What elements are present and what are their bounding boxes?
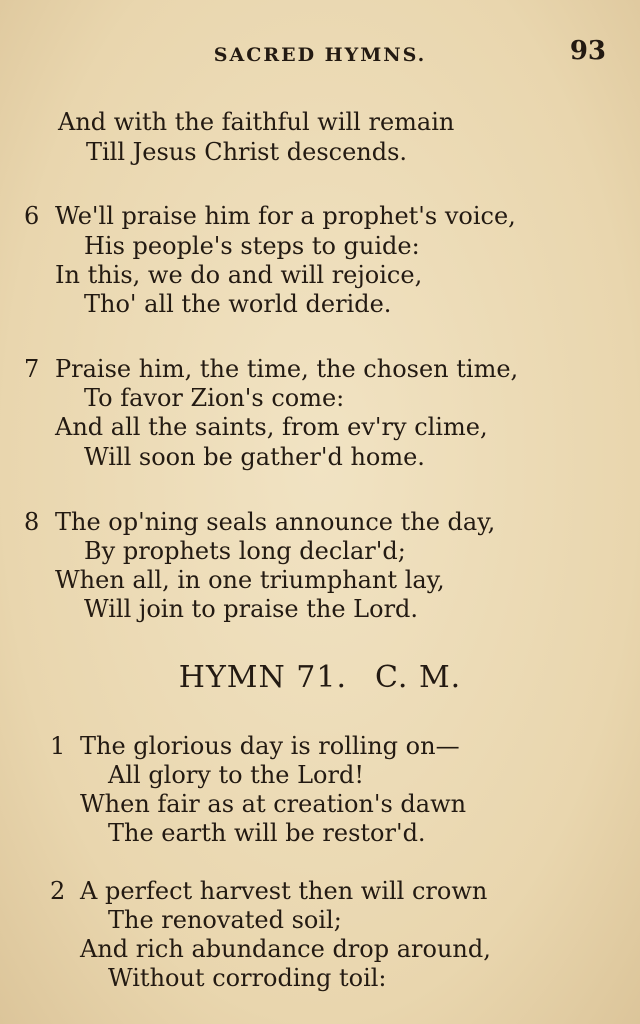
verse-line: The renovated soil; bbox=[108, 906, 342, 934]
verse-line: The earth will be restor'd. bbox=[108, 819, 426, 847]
verse-line: And rich abundance drop around, bbox=[80, 935, 491, 963]
verse-line: By prophets long declar'd; bbox=[84, 537, 406, 565]
verse-line: When all, in one triumphant lay, bbox=[55, 566, 445, 594]
verse-line: All glory to the Lord! bbox=[108, 761, 364, 789]
verse-line: When fair as at creation's dawn bbox=[80, 790, 467, 818]
verse-line: Will soon be gather'd home. bbox=[84, 443, 425, 471]
verse-line: A perfect harvest then will crown bbox=[80, 877, 488, 905]
verse-line: We'll praise him for a prophet's voice, bbox=[55, 202, 516, 230]
verse-line: The glorious day is rolling on— bbox=[80, 732, 460, 760]
verse-line: The op'ning seals announce the day, bbox=[55, 508, 496, 536]
stanza-number: 6 bbox=[24, 202, 40, 230]
hymn-meter: C. M. bbox=[374, 660, 462, 695]
verse-line: Till Jesus Christ descends. bbox=[86, 138, 408, 166]
verse-line: Praise him, the time, the chosen time, bbox=[55, 355, 519, 383]
verse-line: In this, we do and will rejoice, bbox=[55, 261, 423, 289]
verse-line: Tho' all the world deride. bbox=[84, 290, 392, 318]
verse-line: His people's steps to guide: bbox=[84, 232, 420, 260]
page-number: 93 bbox=[569, 36, 606, 66]
running-head: SACRED HYMNS. bbox=[213, 44, 427, 66]
hymn-heading bbox=[0, 660, 640, 695]
stanza-number: 2 bbox=[50, 877, 66, 905]
verse-line: And all the saints, from ev'ry clime, bbox=[55, 413, 488, 441]
verse-line: And with the faithful will remain bbox=[58, 108, 455, 136]
stanza-number: 7 bbox=[24, 355, 40, 383]
verse-line: To favor Zion's come: bbox=[84, 384, 345, 412]
stanza-number: 8 bbox=[24, 508, 40, 536]
verse-line: Will join to praise the Lord. bbox=[84, 595, 419, 623]
hymn-title: HYMN 71. bbox=[178, 660, 347, 695]
verse-line: Without corroding toil: bbox=[108, 964, 387, 992]
stanza-number: 1 bbox=[50, 732, 66, 760]
